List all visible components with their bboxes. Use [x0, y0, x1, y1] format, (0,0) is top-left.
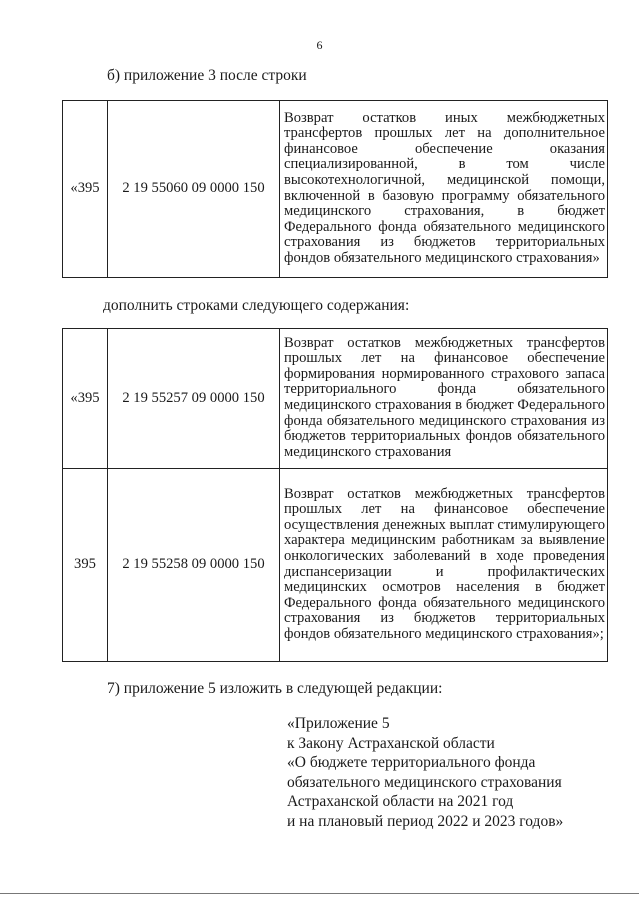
annex-line: к Закону Астраханской области — [287, 734, 495, 752]
annex-line: и на плановый период 2022 и 2023 годов» — [287, 812, 564, 830]
scan-edge-line — [0, 893, 639, 894]
budget-code-cell: 2 19 55060 09 0000 150 — [108, 101, 280, 278]
table-new-lines — [62, 328, 608, 662]
description-cell: Возврат остатков межбюджетных трансфертов прошлых лет на финансовое обеспечение формирования нормированного страхового запаса территориального фонда обязательного медицинского страхования в бюджет Федерального фонда обязательного медицинского страхования из бюджетов территориальных фондов обязательного медицинского страхования — [280, 329, 608, 469]
admin-code-cell: 395 — [63, 469, 108, 662]
annex-line: «Приложение 5 — [287, 715, 390, 732]
admin-code-cell: «395 — [63, 101, 108, 278]
annex-line: обязательного медицинского страхования — [287, 773, 562, 791]
description-cell: Возврат остатков иных межбюджетных трансфертов прошлых лет на дополнительное финансовое обеспечение оказания специализированной, в том числе высокотехнологичной, медицинской помощи, включенной в базовую программу обязательного медицинского страхования, в бюджет Федерального фонда обязательного медицинского страхования из бюджетов территориальных фондов обязательного медицинского страхования» — [280, 101, 608, 278]
supplement-heading: дополнить строками следующего содержания: — [103, 297, 410, 314]
budget-code-cell: 2 19 55258 09 0000 150 — [108, 469, 280, 662]
annex-header — [287, 714, 563, 831]
item-6b-heading: б) приложение 3 после строки — [107, 67, 307, 84]
table-row — [63, 329, 608, 469]
annex-line: «О бюджете территориального фонда — [287, 754, 536, 771]
table-row — [63, 469, 608, 662]
admin-code-cell: «395 — [63, 329, 108, 469]
budget-code-cell: 2 19 55257 09 0000 150 — [108, 329, 280, 469]
item-7-heading: 7) приложение 5 изложить в следующей редакции: — [107, 680, 443, 697]
description-cell: Возврат остатков межбюджетных трансфертов прошлых лет на финансовое обеспечение осуществления денежных выплат стимулирующего характера медицинским работникам за выявление онкологических заболеваний в ходе проведения диспансеризации и профилактических медицинских осмотров населения в бюджет Федерального фонда обязательного медицинского страхования из бюджетов территориальных фондов обязательного медицинского страхования»; — [280, 469, 608, 662]
page-number: 6 — [316, 38, 323, 52]
annex-line: Астраханской области на 2021 год — [287, 793, 514, 810]
table-row — [63, 101, 608, 278]
table-after-line — [62, 100, 608, 278]
